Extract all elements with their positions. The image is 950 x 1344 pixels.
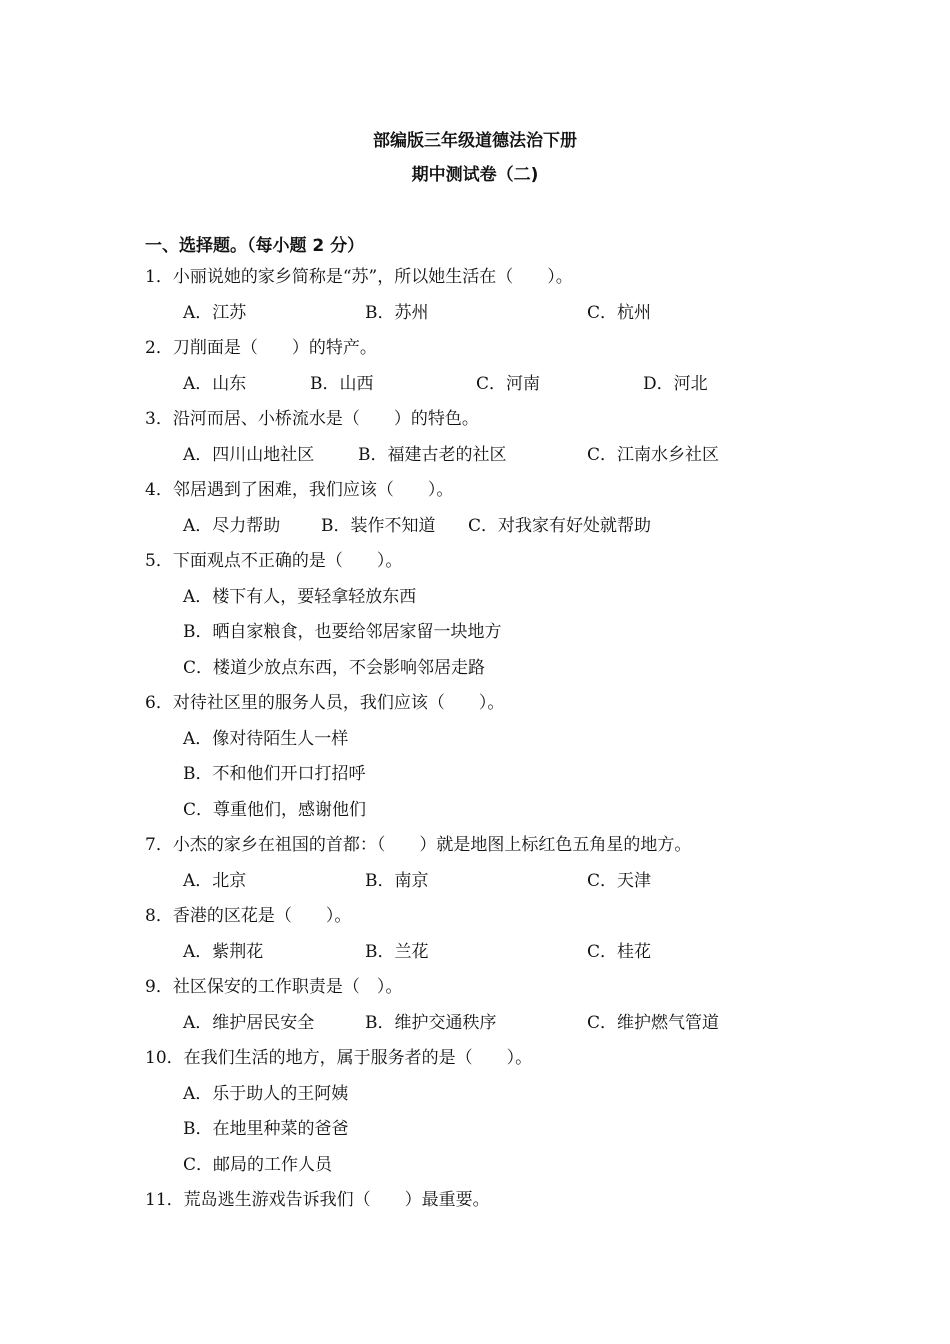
q8-option-b: B．兰花	[365, 942, 429, 962]
q3-option-a: A．四川山地社区	[183, 445, 315, 465]
q2-option-c: C．河南	[476, 374, 541, 394]
page-title: 部编版三年级道德法治下册	[373, 131, 577, 151]
q5-option-c: C．楼道少放点东西，不会影响邻居走路	[183, 658, 486, 678]
question-9: 9．社区保安的工作职责是（ ）。	[145, 977, 403, 997]
question-3: 3．沿河而居、小桥流水是（ ）的特色。	[145, 409, 479, 429]
q6-option-a: A．像对待陌生人一样	[183, 729, 349, 749]
question-4: 4．邻居遇到了困难，我们应该（ ）。	[145, 480, 454, 500]
question-7: 7．小杰的家乡在祖国的首都：（ ）就是地图上标红色五角星的地方。	[145, 835, 692, 855]
q9-option-b: B．维护交通秩序	[365, 1013, 497, 1033]
q10-option-a: A．乐于助人的王阿姨	[183, 1084, 349, 1104]
q5-option-a: A．楼下有人，要轻拿轻放东西	[183, 587, 417, 607]
q7-option-b: B．南京	[365, 871, 429, 891]
question-2: 2．刀削面是（ ）的特产。	[145, 338, 377, 358]
q3-option-b: B．福建古老的社区	[358, 445, 507, 465]
q4-option-a: A．尽力帮助	[183, 516, 281, 536]
question-1: 1．小丽说她的家乡简称是“苏”，所以她生活在（ ）。	[145, 267, 573, 287]
question-5: 5．下面观点不正确的是（ ）。	[145, 551, 403, 571]
question-6: 6．对待社区里的服务人员，我们应该（ ）。	[145, 693, 505, 713]
q6-option-c: C．尊重他们，感谢他们	[183, 800, 367, 820]
q5-option-b: B．晒自家粮食，也要给邻居家留一块地方	[183, 622, 502, 642]
q1-option-c: C．杭州	[587, 303, 652, 323]
q8-option-c: C．桂花	[587, 942, 652, 962]
q7-option-a: A．北京	[183, 871, 247, 891]
q9-option-c: C．维护燃气管道	[587, 1013, 720, 1033]
question-11: 11．荒岛逃生游戏告诉我们（ ）最重要。	[145, 1190, 490, 1210]
q2-option-d: D．河北	[643, 374, 708, 394]
q1-option-a: A．江苏	[183, 303, 247, 323]
section-heading: 一、选择题。（每小题 2 分）	[145, 236, 365, 256]
q1-option-b: B．苏州	[365, 303, 429, 323]
q6-option-b: B．不和他们开口打招呼	[183, 764, 366, 784]
q10-option-c: C．邮局的工作人员	[183, 1155, 333, 1175]
question-10: 10．在我们生活的地方，属于服务者的是（ ）。	[145, 1048, 533, 1068]
q2-option-a: A．山东	[183, 374, 247, 394]
question-8: 8．香港的区花是（ ）。	[145, 906, 352, 926]
q3-option-c: C．江南水乡社区	[587, 445, 720, 465]
q2-option-b: B．山西	[310, 374, 374, 394]
q9-option-a: A．维护居民安全	[183, 1013, 315, 1033]
q4-option-c: C．对我家有好处就帮助	[468, 516, 652, 536]
q4-option-b: B．装作不知道	[321, 516, 436, 536]
q7-option-c: C．天津	[587, 871, 652, 891]
q8-option-a: A．紫荆花	[183, 942, 264, 962]
q10-option-b: B．在地里种菜的爸爸	[183, 1119, 349, 1139]
page-subtitle: 期中测试卷（二)	[411, 165, 539, 185]
